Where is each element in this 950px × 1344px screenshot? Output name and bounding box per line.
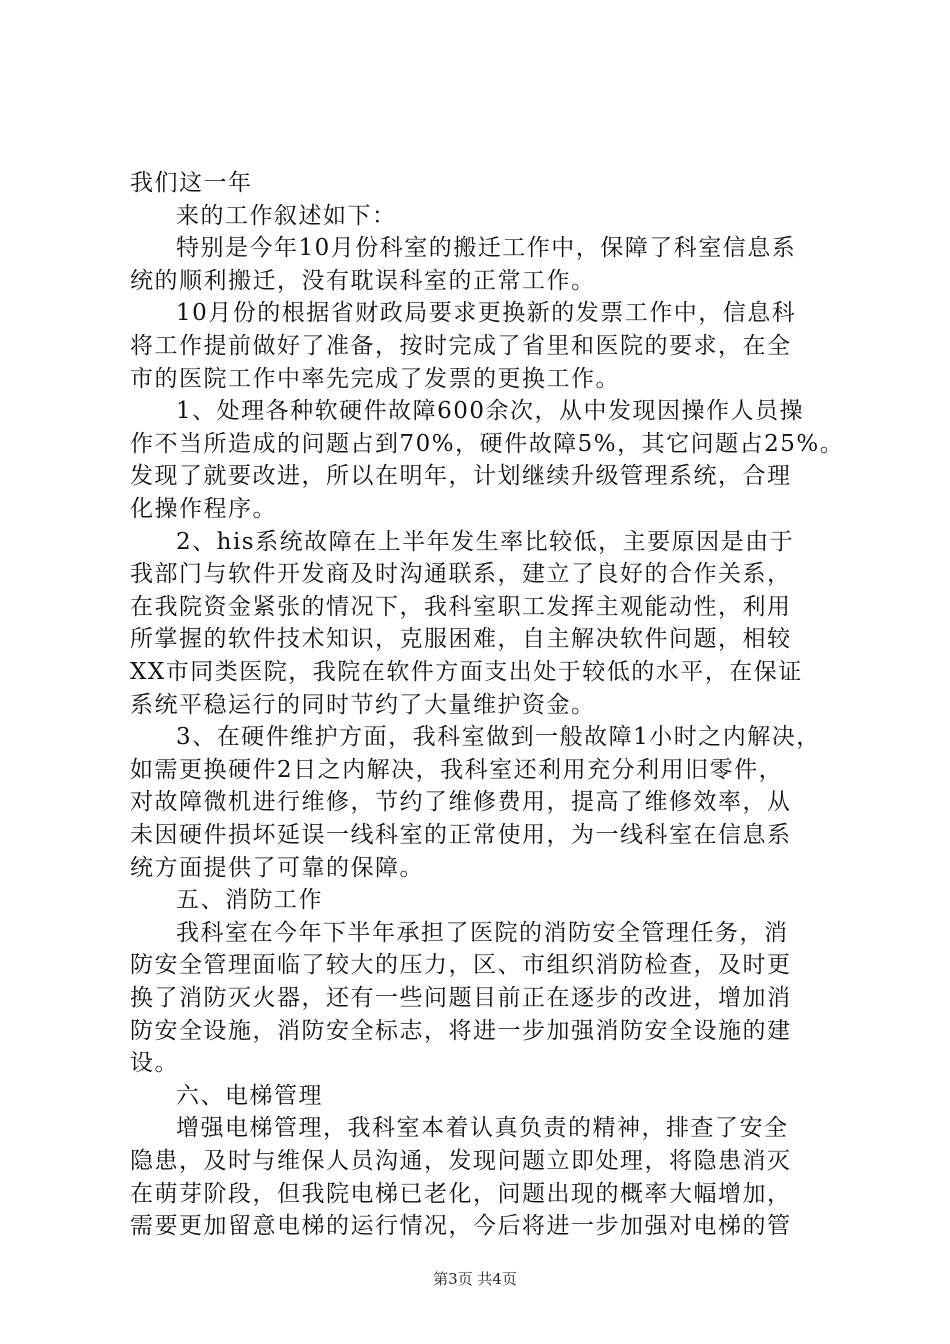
text-line: 特别是今年10月份科室的搬迁工作中，保障了科室信息系 — [176, 235, 797, 262]
text-line: 防安全设施，消防安全标志，将进一步加强消防安全设施的建 — [130, 1017, 792, 1044]
section-heading: 五、消防工作 — [176, 887, 323, 914]
text-line: 统方面提供了可靠的保障。 — [130, 854, 424, 881]
section-heading: 六、电梯管理 — [176, 1082, 323, 1109]
text-line: 统的顺利搬迁，没有耽误科室的正常工作。 — [130, 267, 596, 294]
text-line: 将工作提前做好了准备，按时完成了省里和医院的要求，在全 — [130, 333, 792, 359]
text-line: 换了消防灭火器，还有一些问题目前正在逐步的改进，增加消 — [130, 985, 792, 1011]
text-line: 我们这一年 — [130, 170, 253, 196]
text-line: 在萌芽阶段，但我院电梯已老化，问题出现的概率大幅增加， — [130, 1180, 792, 1207]
text-line: 需要更加留意电梯的运行情况，今后将进一步加强对电梯的管 — [130, 1213, 792, 1240]
text-line: 在我院资金紧张的情况下，我科室职工发挥主观能动性，利用 — [130, 593, 792, 620]
text-line: 防安全管理面临了较大的压力，区、市组织消防检查，及时更 — [130, 952, 792, 979]
text-line: 2、his系统故障在上半年发生率比较低，主要原因是由于 — [176, 528, 795, 555]
text-line: 市的医院工作中率先完成了发票的更换工作。 — [130, 365, 620, 392]
text-line: 化操作程序。 — [130, 496, 277, 522]
text-line: 增强电梯管理，我科室本着认真负责的精神，排查了安全 — [176, 1115, 789, 1142]
text-line: 10月份的根据省财政局要求更换新的发票工作中，信息科 — [176, 300, 797, 327]
text-line: 隐患，及时与维保人员沟通，发现问题立即处理，将隐患消灭 — [130, 1148, 792, 1174]
text-line: 我部门与软件开发商及时沟通联系，建立了良好的合作关系， — [130, 561, 792, 588]
text-line: 发现了就要改进，所以在明年，计划继续升级管理系统，合理 — [130, 463, 792, 490]
text-line: 如需更换硬件2日之内解决，我科室还利用充分利用旧零件， — [130, 756, 784, 783]
text-line: 系统平稳运行的同时节约了大量维护资金。 — [130, 691, 596, 718]
text-line: XX市同类医院，我院在软件方面支出处于较低的水平，在保证 — [130, 659, 803, 685]
text-line: 我科室在今年下半年承担了医院的消防安全管理任务，消 — [176, 919, 789, 946]
text-line: 对故障微机进行维修，节约了维修费用，提高了维修效率，从 — [130, 789, 792, 816]
page-number-footer: 第3页 共4页 — [433, 1270, 517, 1288]
text-line: 所掌握的软件技术知识，克服困难，自主解决软件问题，相较 — [130, 626, 792, 653]
text-line: 来的工作叙述如下： — [176, 202, 397, 229]
text-line: 3、在硬件维护方面，我科室做到一般故障1小时之内解决， — [176, 724, 821, 751]
text-line: 作不当所造成的问题占到70%，硬件故障5%，其它问题占25%。 — [130, 430, 845, 457]
text-line: 设。 — [130, 1050, 179, 1077]
text-line: 1、处理各种软硬件故障600余次，从中发现因操作人员操 — [176, 398, 805, 425]
text-line: 未因硬件损坏延误一线科室的正常使用，为一线科室在信息系 — [130, 822, 792, 848]
